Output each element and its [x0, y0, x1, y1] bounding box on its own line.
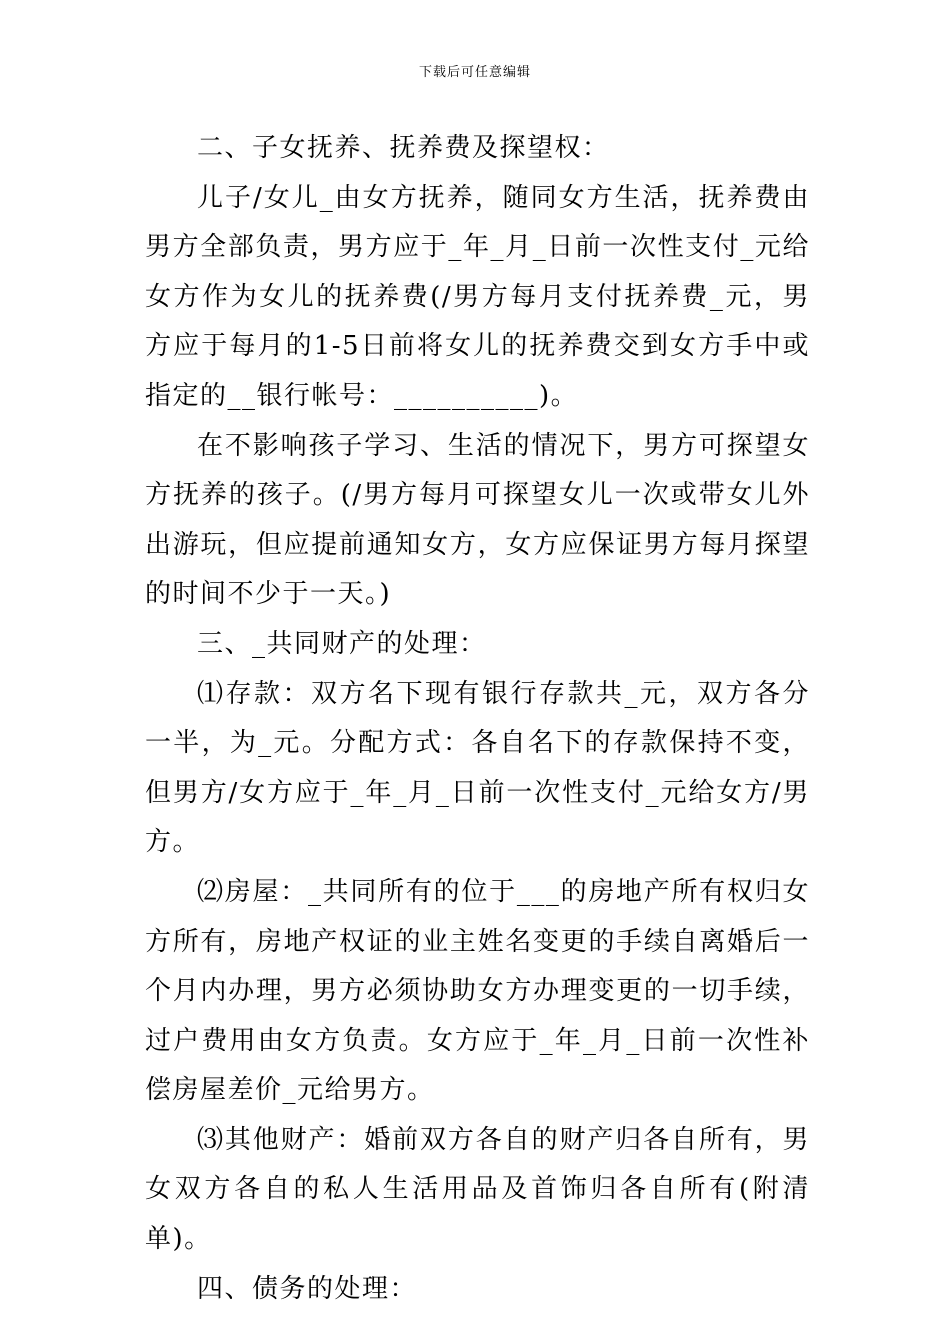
document-body: [145, 124, 810, 1314]
paragraph-other-property: ⑶其他财产：婚前双方各自的财产归各自所有，男女双方各自的私人生活用品及首饰归各自所有(附清单)。: [145, 1124, 810, 1255]
page-header: 下载后可任意编辑: [418, 65, 531, 80]
section-heading-joint-property: 三、_共同财产的处理：: [197, 628, 487, 659]
paragraph-deposits: ⑴存款：双方名下现有银行存款共_元，双方各分一半，为_元。分配方式：各自名下的存款保持不变，但男方/女方应于_年_月_日前一次性支付_元给女方/男方。: [145, 678, 810, 858]
section-heading-debts: 四、债务的处理：: [197, 1273, 418, 1304]
paragraph-child-support: 儿子/女儿_由女方抚养，随同女方生活，抚养费由男方全部负责，男方应于_年_月_日前一次性支付_元给女方作为女儿的抚养费(/男方每月支付抚养费_元，男方应于每月的1-5日前将女儿的抚养费交到女方手中或指定的__银行帐号：__________)。: [145, 182, 810, 411]
paragraph-visitation: 在不影响孩子学习、生活的情况下，男方可探望女方抚养的孩子。(/男方每月可探望女儿一次或带女儿外出游玩，但应提前通知女方，女方应保证男方每月探望的时间不少于一天。): [145, 430, 810, 610]
paragraph-house: ⑵房屋：_共同所有的位于___的房地产所有权归女方所有，房地产权证的业主姓名变更的手续自离婚后一个月内办理，男方必须协助女方办理变更的一切手续，过户费用由女方负责。女方应于_年_月_日前一次性补偿房屋差价_元给男方。: [145, 876, 810, 1106]
section-heading-child-custody: 二、子女抚养、抚养费及探望权：: [197, 133, 610, 163]
